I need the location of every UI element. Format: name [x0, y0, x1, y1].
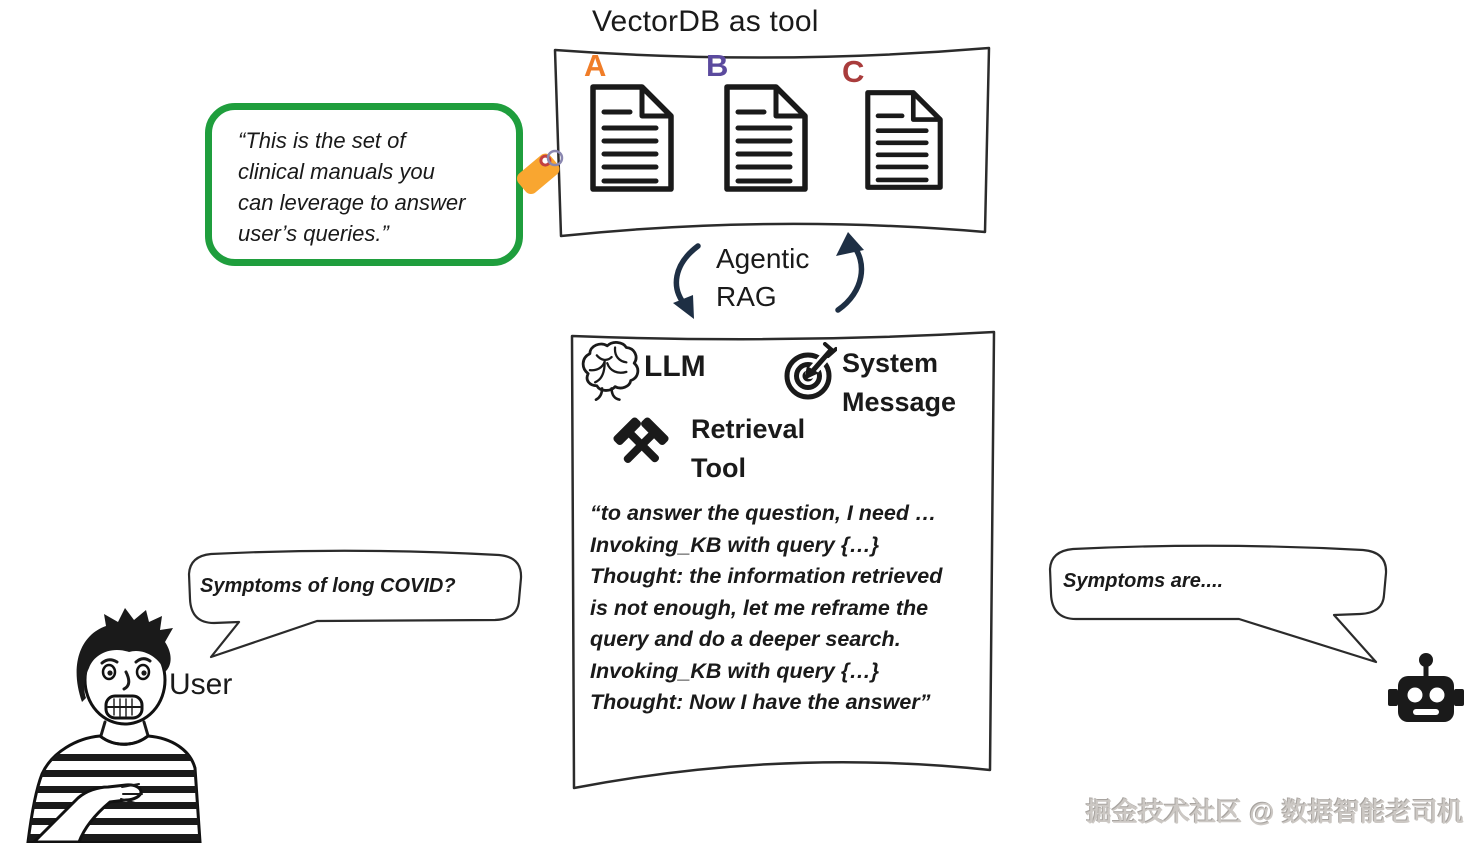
agent-box — [564, 326, 1002, 792]
agentic-rag-label: Agentic RAG — [716, 243, 810, 312]
tag-icon — [510, 140, 568, 202]
user-bubble-text: Symptoms of long COVID? — [200, 575, 456, 597]
page-title: VectorDB as tool — [592, 5, 819, 38]
assistant-speech-bubble — [1043, 543, 1398, 668]
user-figure — [22, 606, 202, 843]
system-note-bubble — [205, 103, 523, 266]
assistant-bubble-text: Symptoms are.... — [1063, 570, 1224, 592]
circular-arrows-icon — [664, 240, 704, 322]
speech-bubble-outline — [183, 548, 528, 663]
system-note-text: “This is the set of clinical manuals you can leverage to answer user’s queries.” — [238, 128, 466, 246]
doc-c-label: C — [842, 54, 865, 89]
document-icon — [722, 82, 810, 194]
vectordb-box — [546, 42, 998, 242]
user-label: User — [169, 668, 233, 701]
user-speech-bubble — [183, 548, 528, 663]
doc-a-label: A — [584, 48, 607, 83]
agentic-rag-loop — [664, 230, 876, 322]
crossed-hammers-icon — [610, 414, 672, 476]
system-message-label: System Message — [842, 348, 957, 417]
retrieval-tool-label: Retrieval Tool — [691, 414, 806, 483]
circular-arrows-icon — [828, 230, 874, 316]
agent-monologue-text: “to answer the question, I need … Invoking_KB with query {…} Thought: the information retrieved is not enough, let me reframe the query and do a deeper search. Invoking_KB with query {…} Thought: Now I have the answer” — [590, 501, 943, 714]
watermark-text: 掘金技术社区 @ 数据智能老司机 — [1086, 797, 1464, 827]
doc-b-label: B — [706, 48, 729, 83]
llm-label: LLM — [644, 350, 706, 383]
target-icon — [783, 342, 837, 402]
document-icon — [588, 82, 676, 194]
brain-icon — [576, 338, 642, 404]
robot-icon — [1386, 648, 1466, 728]
speech-bubble-outline — [1043, 543, 1398, 668]
document-icon — [860, 88, 948, 192]
